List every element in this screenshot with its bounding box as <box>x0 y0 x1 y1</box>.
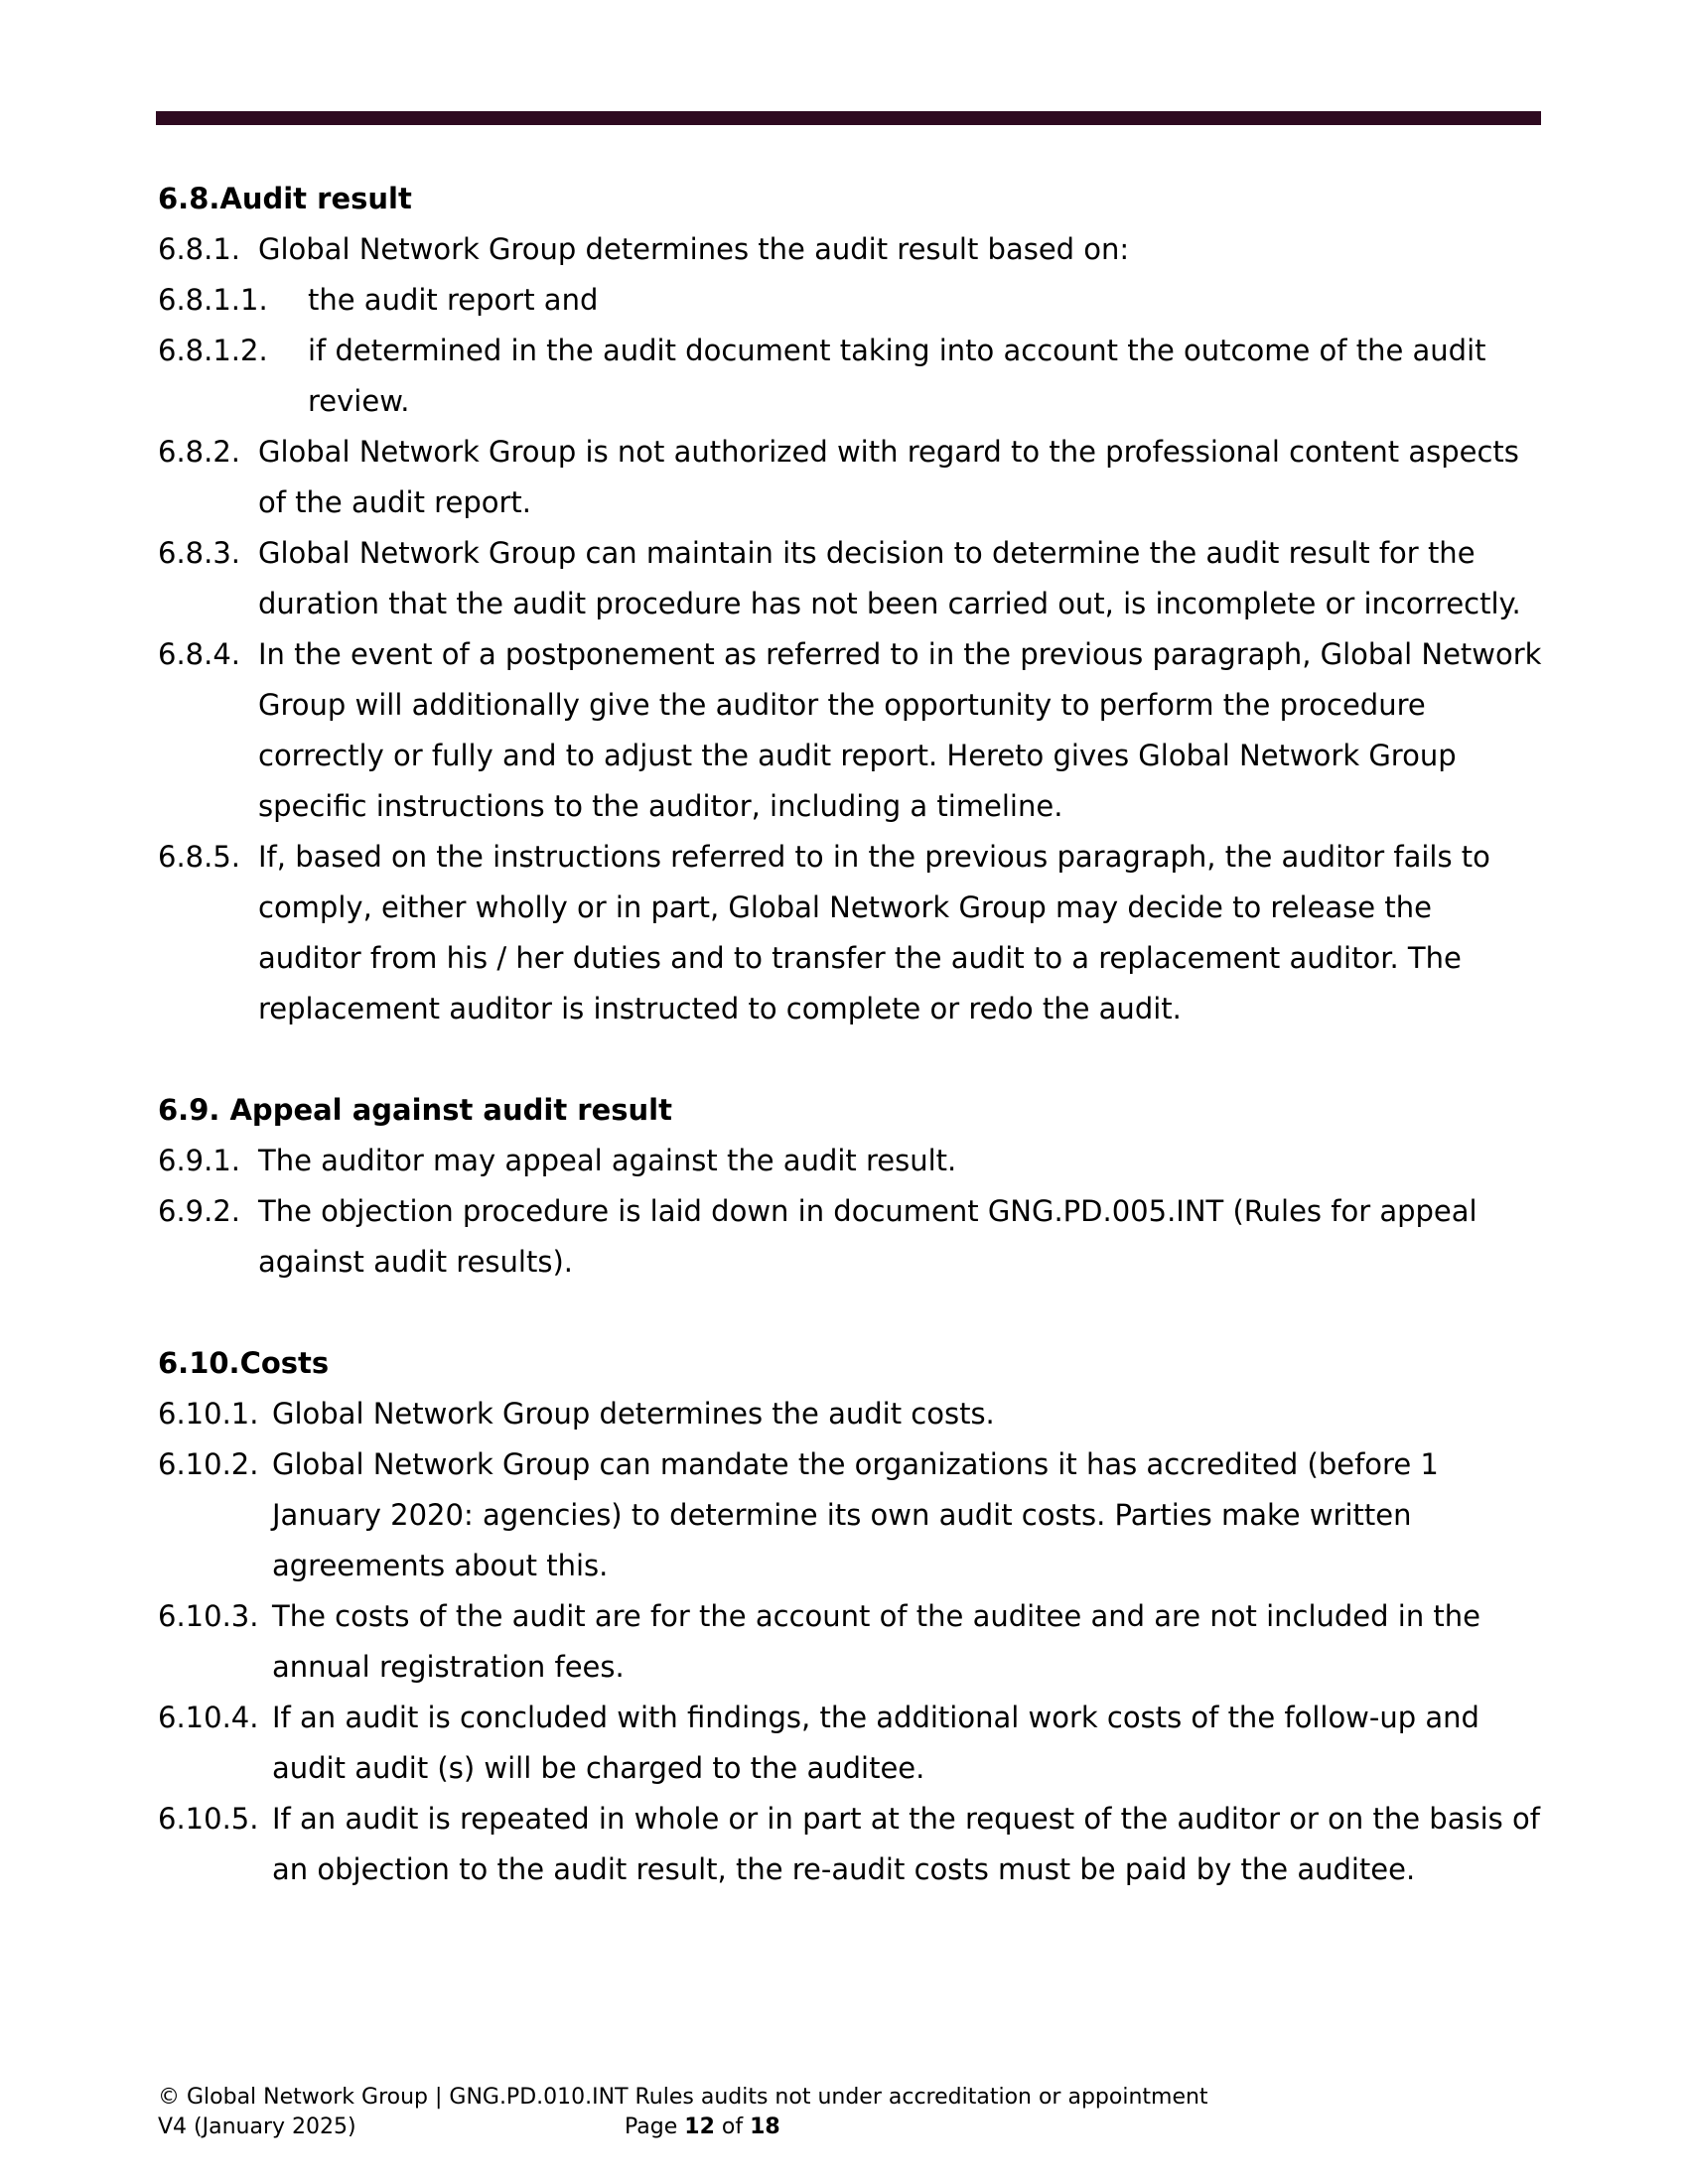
item-text: Global Network Group determines the audit costs. <box>272 1397 995 1431</box>
page-number <box>625 2113 780 2142</box>
item-number: 6.8.1. <box>158 232 241 266</box>
page-footer <box>158 2083 1543 2142</box>
footer-copyright: © Global Network Group | GNG.PD.010.INT Rules audits not under accreditation or appointment <box>158 2085 1208 2110</box>
item-text: If an audit is repeated in whole or in part at the request of the auditor or on the basis of an objection to the audit result, the re-audit costs must be paid by the auditee. <box>272 1802 1540 1886</box>
page-total: 18 <box>750 2115 780 2139</box>
item-text: The costs of the audit are for the account of the auditee and are not included in the annual registration fees. <box>272 1599 1481 1684</box>
item-number: 6.9.2. <box>158 1194 241 1228</box>
header-rule <box>156 111 1541 125</box>
item-text: Global Network Group can mandate the organizations it has accredited (before 1 January 2020: agencies) to determine its own audit costs. Parties make written agreements about this. <box>272 1447 1439 1582</box>
section-heading: 6.9. Appeal against audit result <box>158 1093 672 1127</box>
section-heading: 6.8.Audit result <box>158 182 412 215</box>
item-text: Global Network Group can maintain its decision to determine the audit result for the duration that the audit procedure has not been carried out, is incomplete or incorrectly. <box>258 536 1521 620</box>
list-item <box>158 326 1543 427</box>
item-number: 6.8.5. <box>158 840 241 874</box>
item-number: 6.10.3. <box>158 1599 259 1633</box>
list-item <box>158 275 1543 326</box>
document-body <box>158 174 1543 1946</box>
list-item <box>158 1389 1543 1439</box>
item-number: 6.10.1. <box>158 1397 259 1431</box>
item-text: Global Network Group is not authorized with regard to the professional content aspects of the audit report. <box>258 435 1519 519</box>
item-number: 6.8.2. <box>158 435 241 469</box>
list-item <box>158 1591 1543 1693</box>
list-item <box>158 528 1543 629</box>
footer-version: V4 (January 2025) <box>158 2115 356 2139</box>
section-appeal <box>158 1085 1543 1288</box>
item-number: 6.8.1.2. <box>158 334 268 367</box>
item-text: The objection procedure is laid down in document GNG.PD.005.INT (Rules for appeal against audit results). <box>258 1194 1477 1279</box>
item-number: 6.10.2. <box>158 1447 259 1481</box>
page-current: 12 <box>684 2115 715 2139</box>
item-text: Global Network Group determines the audit result based on: <box>258 232 1130 266</box>
section-costs <box>158 1338 1543 1895</box>
item-number: 6.8.1.1. <box>158 283 268 317</box>
item-text: If an audit is concluded with findings, the additional work costs of the follow-up and audit audit (s) will be charged to the auditee. <box>272 1701 1479 1785</box>
list-item <box>158 629 1543 832</box>
item-number: 6.8.4. <box>158 637 241 671</box>
list-item <box>158 832 1543 1034</box>
list-item <box>158 224 1543 275</box>
item-number: 6.9.1. <box>158 1144 241 1177</box>
item-number: 6.8.3. <box>158 536 241 570</box>
page-label: Page <box>625 2115 678 2139</box>
list-item <box>158 1439 1543 1591</box>
item-text: The auditor may appeal against the audit result. <box>258 1144 957 1177</box>
item-number: 6.10.4. <box>158 1701 259 1734</box>
item-text: In the event of a postponement as referred to in the previous paragraph, Global Network Group will additionally give the auditor the opportunity to perform the procedure correctly or fully and to adjust the audit report. Hereto gives Global Network Group specific instructions to the auditor, including a timeline. <box>258 637 1542 823</box>
item-text: if determined in the audit document taking into account the outcome of the audit review. <box>308 334 1486 418</box>
list-item <box>158 1136 1543 1186</box>
section-audit-result <box>158 174 1543 1034</box>
footer-line <box>158 2113 1543 2142</box>
list-item <box>158 1693 1543 1794</box>
list-item <box>158 427 1543 528</box>
item-number: 6.10.5. <box>158 1802 259 1836</box>
item-text: the audit report and <box>308 283 599 317</box>
page-of: of <box>721 2115 744 2139</box>
list-item <box>158 1186 1543 1288</box>
section-heading: 6.10.Costs <box>158 1346 330 1380</box>
list-item <box>158 1794 1543 1895</box>
item-text: If, based on the instructions referred to in the previous paragraph, the auditor fails to comply, either wholly or in part, Global Network Group may decide to release the auditor from his / her duties and to transfer the audit to a replacement auditor. The replacement auditor is instructed to complete or redo the audit. <box>258 840 1490 1025</box>
